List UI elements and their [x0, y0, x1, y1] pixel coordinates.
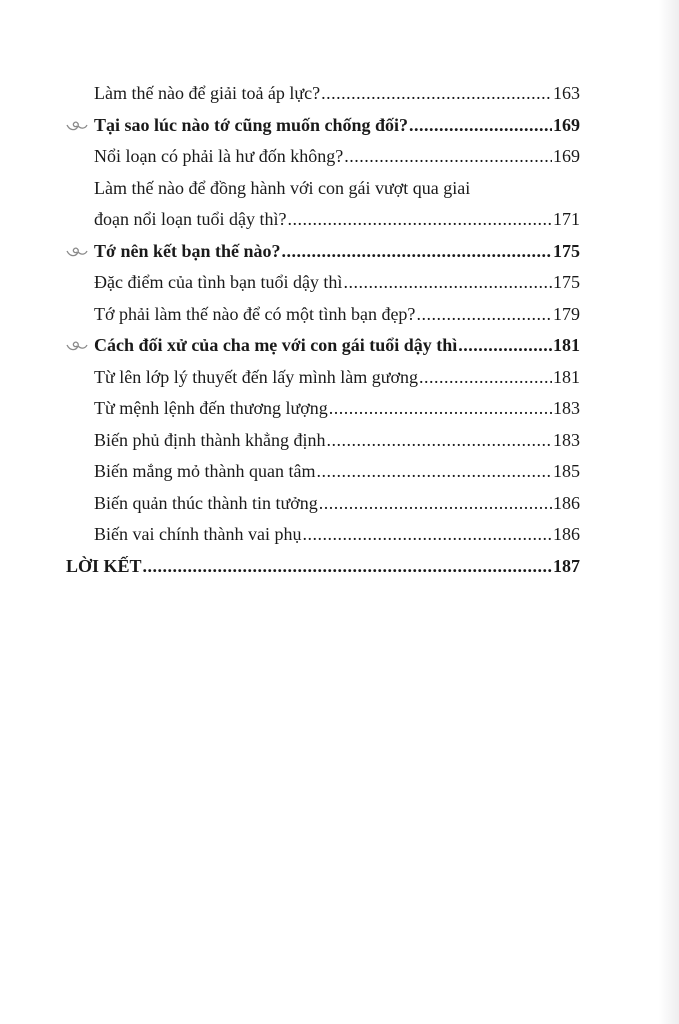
toc-page-number: 175 [553, 240, 580, 261]
toc-entry[interactable] [66, 78, 580, 110]
toc-leader-dots [416, 299, 552, 331]
toc-entry-title: Tại sao lúc nào tớ cũng muốn chống đối? [94, 114, 409, 135]
toc-page-number: 181 [553, 335, 580, 355]
toc-entry-title: Làm thế nào để giải toả áp lực? [94, 83, 321, 103]
toc-leader-dots [458, 330, 552, 362]
toc-page-number: 181 [553, 366, 580, 387]
toc-page-number: 183 [553, 398, 580, 418]
page-edge-shadow [659, 0, 679, 1024]
toc-entry[interactable] [66, 456, 580, 488]
toc-leader-dots [302, 519, 552, 551]
toc-entry-title: Biến quản thúc thành tin tưởng [94, 492, 318, 513]
toc-leader-dots [344, 141, 552, 173]
toc-page-number: 187 [553, 555, 580, 576]
toc-entry[interactable] [66, 362, 580, 394]
toc-entry[interactable] [66, 519, 580, 551]
toc-entry-title: Biến mắng mỏ thành quan tâm [94, 461, 316, 481]
toc-leader-dots [329, 393, 552, 425]
toc-entry[interactable] [66, 299, 580, 331]
toc-leader-dots [316, 456, 552, 488]
toc-page-number: 183 [553, 429, 580, 450]
toc-page-number: 169 [553, 146, 580, 166]
toc-section-entry[interactable] [66, 330, 580, 362]
toc-entry-title: Từ mệnh lệnh đến thương lượng [94, 398, 328, 418]
toc-leader-dots [409, 110, 552, 142]
toc-entry-title: Cách đối xử của cha mẹ với con gái tuổi dậy thì [94, 335, 458, 355]
swirl-ornament-icon [66, 340, 88, 352]
toc-entry[interactable] [66, 173, 580, 236]
toc-entry[interactable] [66, 425, 580, 457]
toc-section-entry[interactable] [66, 236, 580, 268]
toc-entry-title: LỜI KẾT [66, 555, 142, 576]
toc-entry[interactable] [66, 267, 580, 299]
toc-entry-title-line1: Làm thế nào để đồng hành với con gái vượt qua giai [94, 177, 471, 198]
toc-entry-title: Nổi loạn có phải là hư đốn không? [94, 146, 344, 166]
toc-chapter-entry[interactable] [66, 551, 580, 583]
toc-page-number: 179 [553, 303, 580, 324]
toc-page-number: 175 [553, 272, 580, 292]
toc-page-number: 169 [553, 114, 580, 135]
toc-entry-title: Biến vai chính thành vai phụ [94, 524, 302, 544]
toc-leader-dots [319, 488, 552, 520]
toc-page-number: 186 [553, 492, 580, 513]
toc-entry-title: Tớ phải làm thế nào để có một tình bạn đẹp? [94, 303, 416, 324]
toc-page-number: 185 [553, 461, 580, 481]
swirl-ornament-icon [66, 246, 88, 258]
toc-entry-title: Từ lên lớp lý thuyết đến lấy mình làm gương [94, 366, 418, 387]
toc-entry-title: đoạn nổi loạn tuổi dậy thì? [94, 209, 287, 229]
toc-section-entry[interactable] [66, 110, 580, 142]
toc-leader-dots [282, 236, 552, 268]
toc-leader-dots [419, 362, 552, 394]
toc-entry-title: Tớ nên kết bạn thế nào? [94, 240, 281, 261]
toc-leader-dots [343, 267, 552, 299]
toc-entry-title: Biến phủ định thành khẳng định [94, 429, 326, 450]
toc-page-number: 163 [553, 83, 580, 103]
toc-entry[interactable] [66, 393, 580, 425]
table-of-contents [66, 78, 580, 582]
toc-leader-dots [326, 425, 552, 457]
toc-leader-dots [321, 78, 552, 110]
toc-entry[interactable] [66, 141, 580, 173]
toc-leader-dots [287, 204, 552, 236]
toc-page-number: 186 [553, 524, 580, 544]
toc-page-number: 171 [553, 209, 580, 229]
toc-entry[interactable] [66, 488, 580, 520]
toc-entry-title: Đặc điểm của tình bạn tuổi dậy thì [94, 272, 343, 292]
toc-leader-dots [143, 551, 552, 583]
swirl-ornament-icon [66, 120, 88, 132]
